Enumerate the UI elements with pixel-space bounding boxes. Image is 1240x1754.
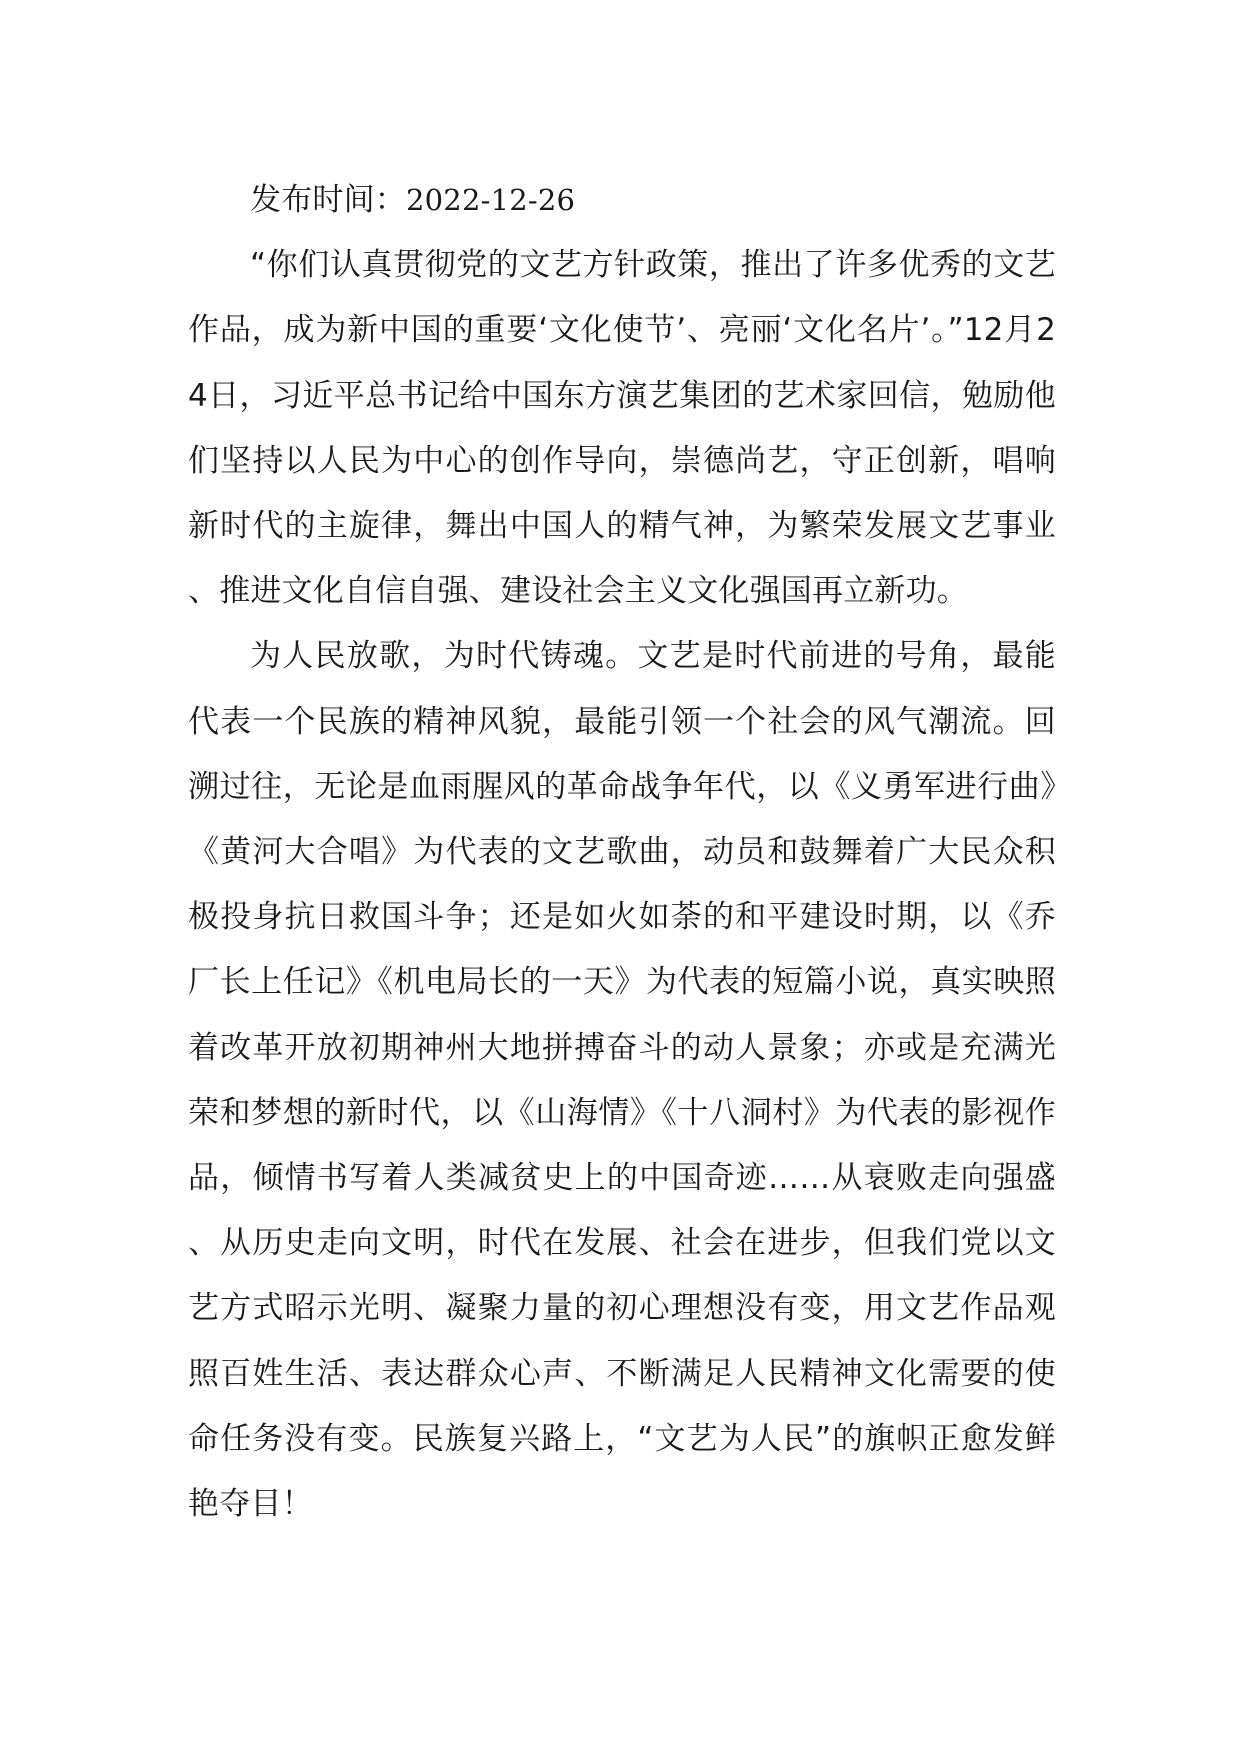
publish-date-value: 2022-12-26 — [406, 183, 576, 217]
publish-date-line — [188, 168, 1056, 233]
paragraph-2: 为人民放歌，为时代铸魂。文艺是时代前进的号角，最能代表一个民族的精神风貌，最能引领一个社会的风气潮流。回溯过往，无论是血雨腥风的革命战争年代，以《义勇军进行曲》《黄河大合唱》为代表的文艺歌曲，动员和鼓舞着广大民众积极投身抗日救国斗争；还是如火如荼的和平建设时期，以《乔厂长上任记》《机电局长的一天》为代表的短篇小说，真实映照着改革开放初期神州大地拼搏奋斗的动人景象；亦或是充满光荣和梦想的新时代，以《山海情》《十八洞村》为代表的影视作品，倾情书写着人类减贫史上的中国奇迹……从衰败走向强盛、从历史走向文明，时代在发展、社会在进步，但我们党以文艺方式昭示光明、凝聚力量的初心理想没有变，用文艺作品观照百姓生活、表达群众心声、不断满足人民精神文化需要的使命任务没有变。民族复兴路上，“文艺为人民”的旗帜正愈发鲜艳夺目！ — [188, 638, 1056, 1523]
publish-date-label: 发布时间： — [250, 182, 406, 218]
paragraph-1: “你们认真贯彻党的文艺方针政策，推出了许多优秀的文艺作品，成为新中国的重要‘文化使节’、亮丽‘文化名片’。”12月24日，习近平总书记给中国东方演艺集团的艺术家回信，勉励他们坚持以人民为中心的创作导向，崇德尚艺，守正创新，唱响新时代的主旋律，舞出中国人的精气神，为繁荣发展文艺事业、推进文化自信自强、建设社会主义文化强国再立新功。 — [188, 247, 1056, 610]
article-body — [188, 168, 1056, 1537]
